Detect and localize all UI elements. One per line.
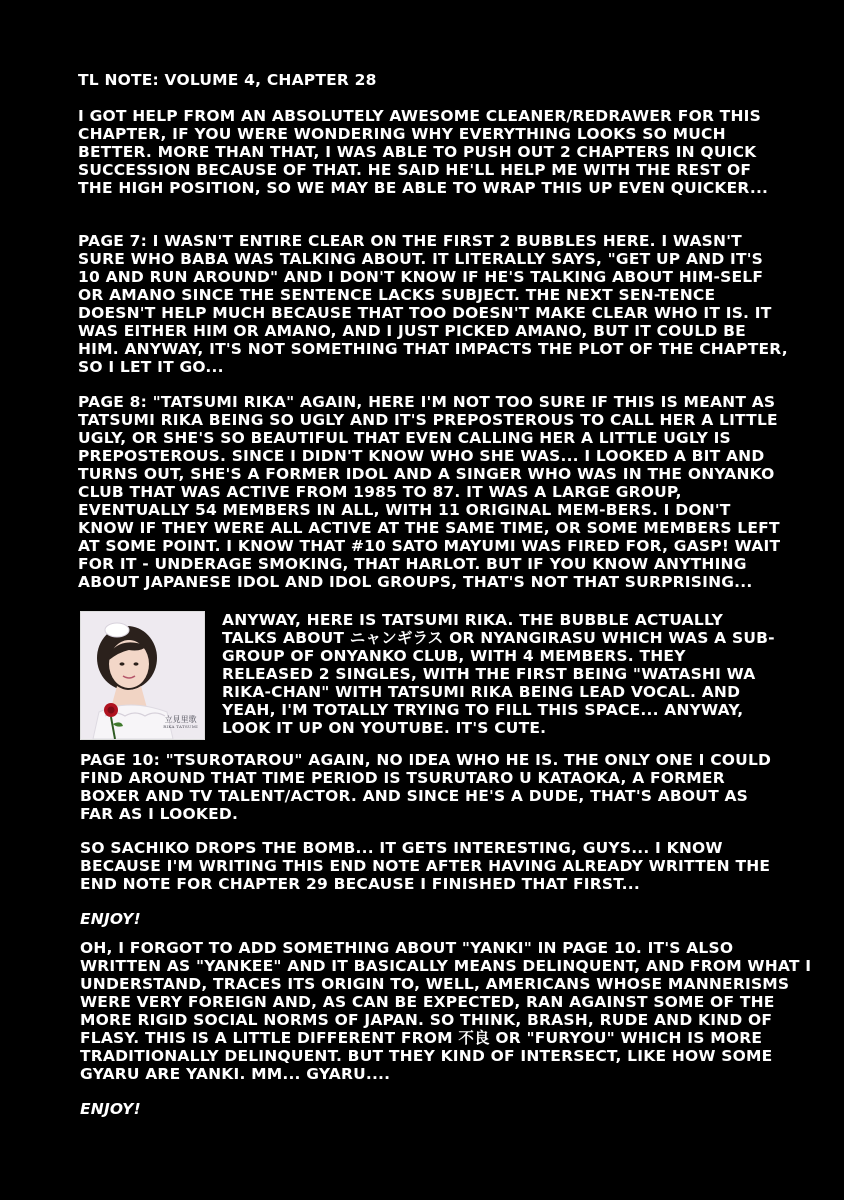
note-enjoy-2: ENJOY! bbox=[80, 1100, 141, 1118]
note-paragraph-page-7: PAGE 7: I WASN'T ENTIRE CLEAR ON THE FIRST 2 BUBBLES HERE. I WASN'T SURE WHO BABA WAS TALKING ABOUT. IT LITERALLY SAYS, "GET UP AND IT'S 10 AND RUN AROUND" AND I DON'T KNOW IF HE'S TALKING ABOUT HIM-SELF OR AMANO SINCE THE SENTENCE LACKS SUBJECT. THE NEXT SEN-TENCE DOESN'T HELP MUCH BECAUSE THAT TOO DOESN'T MAKE CLEAR WHO IT IS. IT WAS EITHER HIM OR AMANO, AND I JUST PICKED AMANO, BUT IT COULD BE HIM. ANYWAY, IT'S NOT SOMETHING THAT IMPACTS THE PLOT OF THE CHAPTER, SO I LET IT GO... bbox=[78, 232, 788, 376]
photo-caption bbox=[163, 715, 198, 729]
note-paragraph-page-8: PAGE 8: "TATSUMI RIKA" AGAIN, HERE I'M NOT TOO SURE IF THIS IS MEANT AS TATSUMI RIKA BEING SO UGLY AND IT'S PREPOSTEROUS TO CALL HER A LITTLE UGLY, OR SHE'S SO BEAUTIFUL THAT EVEN CALLING HER A LITTLE UGLY IS PREPOSTEROUS. SINCE I DIDN'T KNOW WHO SHE WAS... I LOOKED A BIT AND TURNS OUT, SHE'S A FORMER IDOL AND A SINGER WHO WAS IN THE ONYANKO CLUB THAT WAS ACTIVE FROM 1985 TO 87. IT WAS A LARGE GROUP, EVENTUALLY 54 MEMBERS IN ALL, WITH 11 ORIGINAL MEM-BERS. I DON'T KNOW IF THEY WERE ALL ACTIVE AT THE SAME TIME, OR SOME MEMBERS LEFT AT SOME POINT. I KNOW THAT #10 SATO MAYUMI WAS FIRED FOR, GASP! WAIT FOR IT - UNDERAGE SMOKING, THAT HARLOT. BUT IF YOU KNOW ANYTHING ABOUT JAPANESE IDOL AND IDOL GROUPS, THAT'S NOT THAT SURPRISING... bbox=[78, 393, 781, 591]
note-paragraph-yanki: OH, I FORGOT TO ADD SOMETHING ABOUT "YANKI" IN PAGE 10. IT'S ALSO WRITTEN AS "YANKEE" AND IT BASICALLY MEANS DELINQUENT, AND FROM WHAT I UNDERSTAND, TRACES ITS ORIGIN TO, WELL, AMERICANS WHOSE MANNERISMS WERE VERY FOREIGN AND, AS CAN BE EXPECTED, RAN AGAINST SOME OF THE MORE RIGID SOCIAL NORMS OF JAPAN. SO THINK, BRASH, RUDE AND KIND OF FLASY. THIS IS A LITTLE DIFFERENT FROM 不良 OR "FURYOU" WHICH IS MORE TRADITIONALLY DELINQUENT. BUT THEY KIND OF INTERSECT, LIKE HOW SOME GYARU ARE YANKI. MM... GYARU.... bbox=[80, 939, 812, 1083]
note-heading: TL NOTE: VOLUME 4, CHAPTER 28 bbox=[78, 71, 377, 89]
note-paragraph-sachiko: SO SACHIKO DROPS THE BOMB... IT GETS INTERESTING, GUYS... I KNOW BECAUSE I'M WRITING THIS END NOTE AFTER HAVING ALREADY WRITTEN THE END NOTE FOR CHAPTER 29 BECAUSE I FINISHED THAT FIRST... bbox=[80, 839, 771, 893]
note-paragraph-page-10: PAGE 10: "TSUROTAROU" AGAIN, NO IDEA WHO HE IS. THE ONLY ONE I COULD FIND AROUND THAT TIME PERIOD IS TSURUTARO U KATAOKA, A FORMER BOXER AND TV TALENT/ACTOR. AND SINCE HE'S A DUDE, THAT'S ABOUT AS FAR AS I LOOKED. bbox=[80, 751, 772, 823]
note-enjoy-1: ENJOY! bbox=[80, 910, 141, 928]
note-paragraph-cleaner: I GOT HELP FROM AN ABSOLUTELY AWESOME CLEANER/REDRAWER FOR THIS CHAPTER, IF YOU WERE WONDERING WHY EVERYTHING LOOKS SO MUCH BETTER. MORE THAN THAT, I WAS ABLE TO PUSH OUT 2 CHAPTERS IN QUICK SUCCESSION BECAUSE OF THAT. HE SAID HE'LL HELP ME WITH THE REST OF THE HIGH POSITION, SO WE MAY BE ABLE TO WRAP THIS UP EVEN QUICKER... bbox=[78, 107, 769, 197]
note-paragraph-nyangirasu: ANYWAY, HERE IS TATSUMI RIKA. THE BUBBLE ACTUALLY TALKS ABOUT ニャンギラス OR NYANGIRASU WHICH WAS A SUB-GROUP OF ONYANKO CLUB, WITH 4 MEMBERS. THEY RELEASED 2 SINGLES, WITH THE FIRST BEING "WATASHI WA RIKA-CHAN" WITH TATSUMI RIKA BEING LEAD VOCAL. AND YEAH, I'M TOTALLY TRYING TO FILL THIS SPACE... ANYWAY, LOOK IT UP ON YOUTUBE. IT'S CUTE. bbox=[222, 611, 775, 737]
photo-caption-jp: 立見里歌 bbox=[164, 715, 197, 724]
tatsumi-rika-photo bbox=[80, 611, 205, 740]
photo-caption-en: RIKA TATSUMI bbox=[163, 724, 198, 729]
